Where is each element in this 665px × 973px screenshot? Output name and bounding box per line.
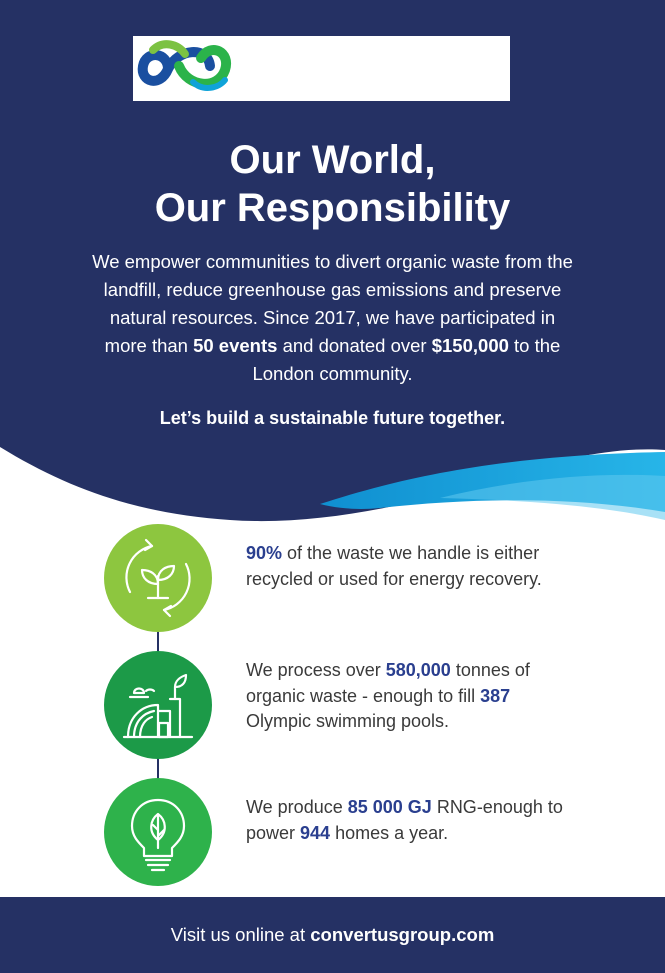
green-facility-icon xyxy=(104,651,212,759)
stat-text-processing xyxy=(246,658,576,735)
stat-text-1: We produce xyxy=(246,797,348,817)
intro-text-3: to the London community. xyxy=(252,335,561,384)
footer xyxy=(0,897,665,973)
page-title xyxy=(0,136,665,232)
intro-text-2: and donated over xyxy=(277,335,432,356)
logo-box[interactable] xyxy=(133,36,510,101)
stat-text-3: Olympic swimming pools. xyxy=(246,711,450,731)
stat-text-3: homes a year. xyxy=(330,822,449,843)
stat-highlight-energy: 85 000 GJ xyxy=(347,797,432,817)
intro-text-1: We empower communities to divert organic waste from the landfill, reduce greenhouse gas emissions and preserve natural resources. Since 2017, we have participated in more than xyxy=(92,251,573,356)
stat-text-1: We process over xyxy=(246,660,386,680)
stat-text-energy xyxy=(246,795,576,846)
lightbulb-leaf-icon xyxy=(104,778,212,886)
recycle-plant-icon xyxy=(104,524,212,632)
footer-text xyxy=(0,924,665,946)
stat-icon-circle-recycling xyxy=(104,524,212,632)
stat-text-2: tonnes of organic waste - enough to fill xyxy=(246,660,530,706)
intro-paragraph xyxy=(90,248,575,388)
footer-label: Visit us online at xyxy=(170,924,311,945)
stat-highlight-pools: 387 xyxy=(480,685,511,706)
stat-highlight-tonnes: 580,000 xyxy=(385,660,451,680)
stat-text-1: of the waste we handle is either recycled or used for energy recovery. xyxy=(246,543,542,589)
title-line-1: Our World, xyxy=(229,138,436,182)
stat-highlight-percent: 90% xyxy=(246,543,283,563)
stat-text-2: RNG-enough to power xyxy=(246,797,563,843)
intro-donation-amount: $150,000 xyxy=(431,335,509,356)
tagline: Let’s build a sustainable future together. xyxy=(159,408,506,428)
infinity-logo-icon xyxy=(133,36,253,101)
website-link[interactable]: convertusgroup.com xyxy=(310,924,495,945)
stat-highlight-homes: 944 xyxy=(300,822,331,843)
stat-icon-circle-processing xyxy=(104,651,212,759)
title-line-2: Our Responsibility xyxy=(154,186,511,230)
stat-icon-circle-energy xyxy=(104,778,212,886)
stat-text-recycling xyxy=(246,541,576,592)
intro-events-count: 50 events xyxy=(193,335,278,356)
